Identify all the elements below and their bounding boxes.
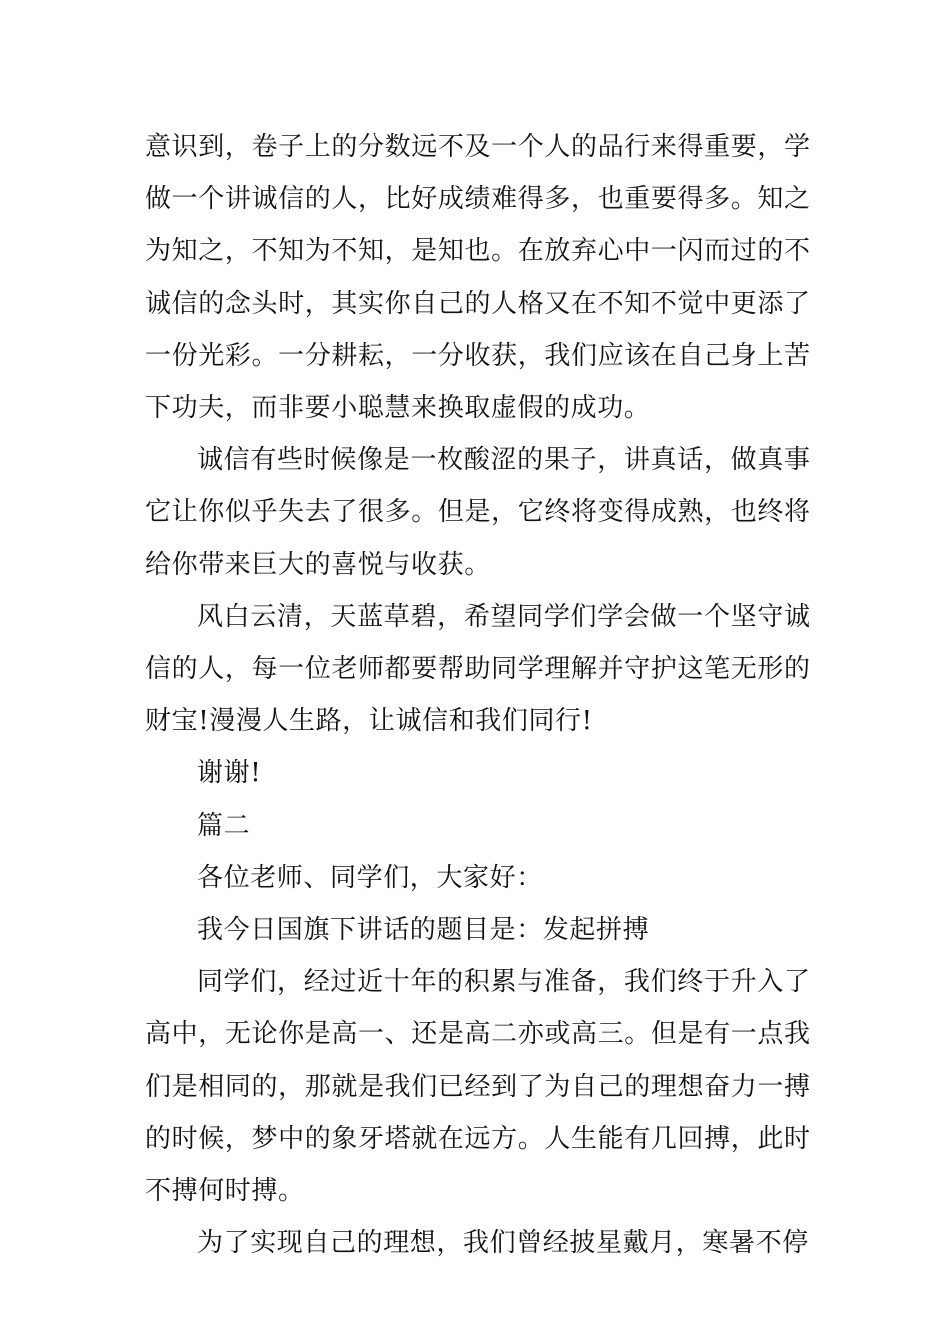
text-line: 不搏何时搏。 (145, 1176, 305, 1207)
paragraph (145, 1217, 810, 1269)
text-line: 们是相同的，那就是我们已经到了为自己的理想奋力一搏 (145, 1071, 811, 1102)
text-line: 同学们，经过近十年的积累与准备，我们终于升入了 (197, 967, 811, 998)
paragraph (145, 747, 810, 799)
paragraph (145, 904, 810, 956)
text-line: 的时候，梦中的象牙塔就在远方。人生能有几回搏，此时 (145, 1123, 811, 1154)
text-line: 各位老师、同学们，大家好： (197, 862, 543, 893)
paragraph (145, 800, 810, 852)
text-line: 做一个讲诚信的人，比好成绩难得多，也重要得多。知之 (145, 184, 811, 215)
text-line: 诚信的念头时，其实你自己的人格又在不知不觉中更添了 (145, 288, 811, 319)
text-line: 高中，无论你是高一、还是高二亦或高三。但是有一点我 (145, 1019, 811, 1050)
text-line: 诚信有些时候像是一枚酸涩的果子，讲真话，做真事 (197, 445, 811, 476)
text-line: 意识到，卷子上的分数远不及一个人的品行来得重要，学 (145, 132, 811, 162)
text-line: 谢谢! (197, 758, 262, 789)
document-body (145, 121, 810, 1269)
text-line: 为了实现自己的理想，我们曾经披星戴月，寒暑不停 (197, 1228, 809, 1259)
text-line: 给你带来巨大的喜悦与收获。 (145, 549, 491, 580)
text-line: 篇二 (197, 810, 251, 841)
text-line: 信的人，每一位老师都要帮助同学理解并守护这笔无形的 (145, 654, 811, 685)
text-line: 财宝!漫漫人生路，让诚信和我们同行! (145, 706, 593, 737)
paragraph (145, 956, 810, 1217)
text-line: 风白云清，天蓝草碧，希望同学们学会做一个坚守诚 (197, 601, 811, 632)
paragraph (145, 434, 810, 591)
text-line: 它让你似乎失去了很多。但是，它终将变得成熟，也终将 (145, 497, 811, 528)
paragraph (145, 121, 810, 434)
paragraph (145, 852, 810, 904)
text-line: 下功夫，而非要小聪慧来换取虚假的成功。 (145, 393, 651, 424)
text-line: 一份光彩。一分耕耘，一分收获，我们应该在自己身上苦 (145, 340, 811, 371)
text-line: 为知之，不知为不知，是知也。在放弃心中一闪而过的不 (145, 236, 811, 267)
paragraph (145, 591, 810, 748)
text-line: 我今日国旗下讲话的题目是：发起拼搏 (197, 915, 650, 946)
